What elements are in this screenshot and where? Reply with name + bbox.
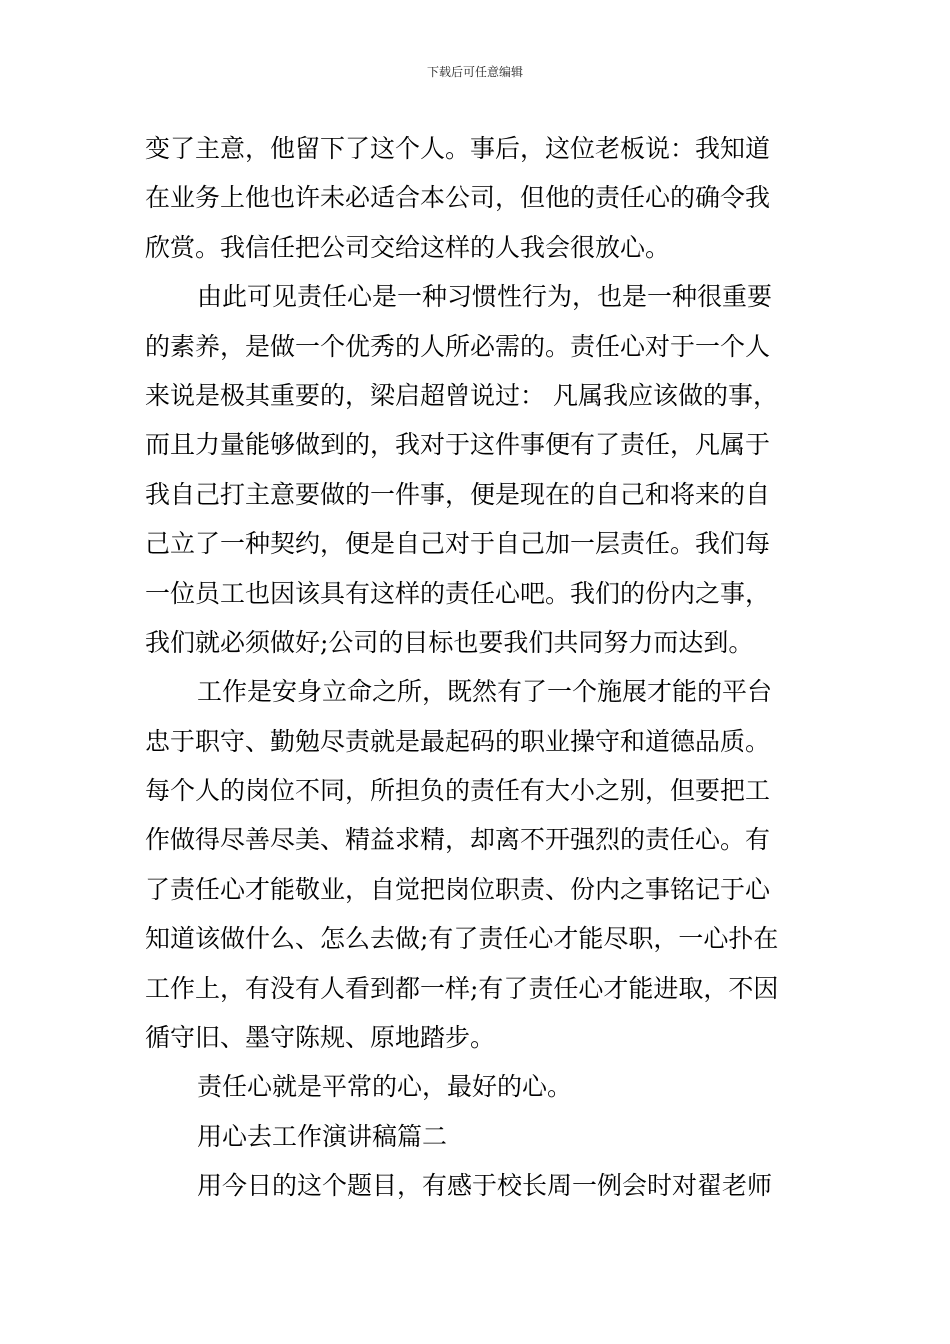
text-line: 责任心就是平常的心，最好的心。 — [197, 1072, 573, 1102]
text-line: 一位员工也因该具有这样的责任心吧。我们的份内之事， — [145, 578, 771, 608]
text-line: 作做得尽善尽美、精益求精，却离不开强烈的责任心。有 — [145, 825, 771, 855]
text-line: 每个人的岗位不同，所担负的责任有大小之别，但要把工 — [145, 776, 771, 806]
text-line: 循守旧、墨守陈规、原地踏步。 — [145, 1023, 496, 1053]
text-line: 的素养，是做一个优秀的人所必需的。责任心对于一个人 — [145, 331, 771, 361]
text-line: 工作是安身立命之所，既然有了一个施展才能的平台 — [197, 677, 773, 707]
text-line: 了责任心才能敬业，自觉把岗位职责、份内之事铭记于心 — [145, 874, 771, 904]
text-line: 工作上，有没有人看到都一样;有了责任心才能进取，不因 — [145, 973, 779, 1003]
text-line: 用心去工作演讲稿篇二 — [197, 1121, 448, 1151]
text-line: 而且力量能够做到的，我对于这件事便有了责任，凡属于 — [145, 430, 771, 460]
text-line: 我自己打主意要做的一件事，便是现在的自己和将来的自 — [145, 479, 771, 509]
text-line: 我们就必须做好;公司的目标也要我们共同努力而达到。 — [145, 627, 754, 657]
text-line: 由此可见责任心是一种习惯性行为，也是一种很重要 — [197, 282, 773, 312]
page-header: 下载后可任意编辑 — [426, 65, 523, 79]
text-line: 在业务上他也许未必适合本公司，但他的责任心的确令我 — [145, 183, 771, 213]
text-line: 知道该做什么、怎么去做;有了责任心才能尽职，一心扑在 — [145, 924, 779, 954]
text-line: 变了主意，他留下了这个人。事后，这位老板说：我知道 — [145, 134, 771, 163]
text-line: 己立了一种契约，便是自己对于自己加一层责任。我们每 — [145, 529, 771, 559]
document-body — [145, 124, 810, 1211]
text-line: 欣赏。我信任把公司交给这样的人我会很放心。 — [145, 232, 671, 262]
text-line: 忠于职守、勤勉尽责就是最起码的职业操守和道德品质。 — [145, 726, 771, 756]
text-line: 来说是极其重要的，梁启超曾说过： 凡属我应该做的事， — [145, 380, 778, 410]
text-line: 用今日的这个题目，有感于校长周一例会时对翟老师 — [197, 1171, 773, 1201]
